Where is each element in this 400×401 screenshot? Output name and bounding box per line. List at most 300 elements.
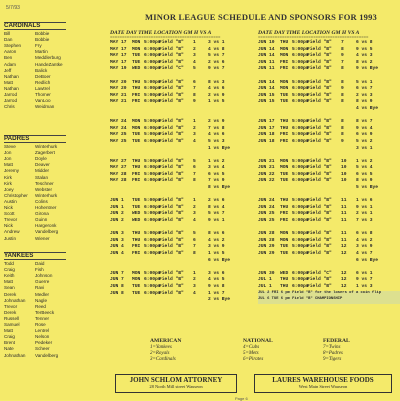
game-matchup: 6 vs 1 (356, 270, 373, 276)
first-name: Kirk (4, 180, 12, 186)
first-name: Christopher (4, 192, 28, 198)
game-location: Field "B" (159, 290, 184, 296)
last-name: Fish (35, 267, 44, 273)
game-location: Field "B" (307, 40, 332, 45)
game-time: 6:00pm (144, 204, 161, 210)
game-date: JUN 24 (258, 204, 275, 210)
game-date: MAY 21 (110, 99, 127, 105)
game-day: TUE (132, 138, 141, 144)
last-name: Girona (35, 211, 49, 217)
game-time: 6:00pm (292, 204, 309, 210)
last-name: Tenner (35, 315, 50, 321)
game-date: MAY 17 (110, 53, 127, 59)
first-name: Jon (4, 156, 12, 162)
game-location: Field "B" (159, 251, 184, 256)
game-matchup: 3 vs 9 (356, 244, 373, 250)
game-day: FRI (280, 138, 289, 144)
game-row (110, 132, 255, 139)
last-name: Johnson (35, 273, 53, 279)
game-matchup: 6 vs 8 (356, 231, 373, 237)
game-time: 5:00pm (292, 132, 309, 138)
game-matchup: 4 vs 8 (208, 46, 225, 52)
game-date: JUN 21 (258, 165, 275, 171)
game-day: THU (280, 125, 289, 131)
game-location: Field "B" (159, 231, 184, 237)
game-day: MON (280, 165, 289, 171)
game-location: Field "B" (159, 158, 184, 164)
game-location: Field "B" (159, 119, 184, 125)
game-matchup: 4 vs 6 (208, 132, 225, 138)
game-day: TUE (132, 198, 141, 204)
last-name: Midder (35, 168, 50, 174)
first-name: Matt (4, 279, 13, 285)
game-location: Field "B" (159, 138, 184, 144)
game-row (258, 132, 400, 139)
game-row (110, 258, 255, 265)
game-time: 5:00pm (144, 171, 161, 177)
first-name: Samuel (4, 322, 20, 328)
game-date: JUN 28 (258, 237, 275, 243)
game-matchup: 5 vs 1 (356, 79, 373, 85)
game-row (258, 99, 400, 106)
game-number: 11 (341, 204, 347, 210)
game-number: 8 (341, 46, 344, 52)
game-date: JUN 25 (258, 218, 275, 224)
game-number: 11 (341, 211, 347, 217)
game-matchup: 3 vs 1 (208, 40, 225, 45)
last-name: Nagle (35, 297, 48, 303)
game-matchup: 5 vs Bye (356, 185, 379, 191)
game-date: JUN 29 (258, 251, 275, 256)
game-matchup: 1 vs 2 (208, 158, 225, 164)
game-date: MAY 24 (110, 125, 127, 131)
game-date: JUN 18 (258, 138, 275, 144)
game-matchup: 9 vs 8 (208, 283, 225, 289)
game-day: MON (280, 86, 289, 92)
game-date: JUN 7 (110, 277, 124, 283)
game-day: THU (280, 40, 289, 45)
game-date: JUN 15 (258, 99, 275, 105)
game-row (258, 139, 400, 146)
game-day: FRI (280, 218, 289, 224)
game-location: Field "B" (159, 79, 184, 85)
game-row (110, 53, 255, 60)
game-date: JUN 3 (110, 237, 124, 243)
game-time: 5:00pm (292, 46, 309, 52)
game-time: 5:00pm (144, 231, 161, 237)
game-date: JUN 8 (110, 290, 124, 296)
game-row (258, 244, 400, 251)
roster-padres (4, 135, 66, 242)
game-row (110, 152, 255, 159)
game-matchup: 8 vs 9 (356, 99, 373, 105)
last-name: Daid (35, 261, 45, 267)
game-location: Field "B" (159, 218, 184, 224)
game-day: THU (132, 86, 141, 92)
last-name: Pedeker (35, 340, 53, 346)
last-name: Winterhurk (35, 192, 58, 198)
game-location: Field "B" (307, 171, 332, 177)
game-time: 5:00pm (292, 198, 309, 204)
game-day: WED (132, 218, 141, 224)
game-day: THU (280, 277, 289, 283)
game-row (110, 119, 255, 126)
first-name: Jeremy (4, 168, 20, 174)
game-location: Field "B" (307, 79, 332, 85)
game-location: Field "B" (307, 86, 332, 92)
game-location: Field "B" (307, 125, 332, 131)
game-matchup: 7 vs 3 (356, 218, 373, 224)
game-day: TUE (280, 171, 289, 177)
game-row (110, 165, 255, 172)
game-matchup: 3 vs 1 (356, 145, 373, 151)
sponsor-name: LAURES WAREHOUSE FOODS (272, 376, 374, 384)
game-number: 8 (341, 99, 344, 105)
game-number: 7 (193, 244, 196, 250)
game-date: JUN 11 (258, 66, 275, 72)
last-name: Stalan (35, 174, 49, 180)
first-name: Bill (4, 31, 11, 37)
game-location: Field "B" (307, 132, 332, 138)
game-matchup: 6 vs Bye (356, 257, 379, 263)
game-date: JUL 1 (258, 277, 272, 283)
column-header: DATE DAY TIME LOCATION GM H VS A (258, 30, 360, 36)
game-number: 10 (341, 165, 347, 171)
player-row (4, 236, 66, 242)
game-day: TUE (132, 53, 141, 59)
last-name: Medler (35, 291, 50, 297)
game-matchup: 7 vs 9 (208, 178, 225, 184)
game-day: FRI (132, 178, 141, 184)
first-name: Derek (4, 291, 17, 297)
game-time: 6:00pm (292, 99, 309, 105)
game-time: 5:00pm (144, 198, 161, 204)
game-day: MON (132, 270, 141, 276)
first-name: Keith (4, 273, 15, 279)
league-federal (323, 338, 350, 363)
game-time: 5:00pm (292, 119, 309, 125)
game-date: JUN 7 (110, 270, 124, 276)
game-row (110, 264, 255, 271)
game-matchup: 4 vs 7 (356, 251, 373, 256)
game-day: FRI (132, 92, 141, 98)
game-matchup: 8 vs 6 (208, 231, 225, 237)
last-name: Vandelberg (35, 352, 59, 358)
game-row (110, 277, 255, 284)
game-day: MON (132, 119, 141, 125)
game-row (258, 146, 400, 153)
league-national (243, 338, 273, 363)
game-location: Field "B" (307, 204, 332, 210)
first-name: Adam (4, 61, 17, 67)
first-name: Ben (4, 55, 13, 61)
league-team: 8=Padres (323, 351, 343, 356)
game-number: 9 (341, 53, 344, 59)
game-day: WED (280, 270, 289, 276)
first-name: Aaron (4, 49, 17, 55)
game-time: 5:00pm (292, 244, 309, 250)
game-day: THU (132, 79, 141, 85)
game-number: 5 (193, 231, 196, 237)
game-matchup: 6 vs 5 (208, 171, 225, 177)
game-date: JUN 10 (258, 40, 275, 45)
game-location: Field "B" (159, 40, 184, 45)
game-date: JUN 4 (110, 251, 124, 256)
game-day: MON (132, 46, 141, 52)
game-number: 6 (193, 237, 196, 243)
sponsor-box (115, 374, 237, 393)
game-matchup: 8 vs Bye (208, 185, 231, 191)
game-date: JUN 14 (258, 86, 275, 92)
game-location: Field "B" (159, 283, 184, 289)
game-matchup: 6 vs 8 (356, 40, 373, 45)
game-row (110, 198, 255, 205)
game-day: THU (132, 158, 141, 164)
league-team: 1=Yankees (150, 345, 172, 350)
game-number: 7 (193, 171, 196, 177)
game-matchup: 1 vs 3 (356, 283, 373, 289)
game-number: 12 (341, 251, 347, 256)
game-matchup: 8 vs 2 (356, 59, 373, 65)
game-day: FRI (280, 211, 289, 217)
game-time: 6:00pm (292, 66, 309, 72)
first-name: Dan (4, 37, 13, 43)
game-matchup: 9 vs 7 (356, 277, 373, 283)
game-time: 5:00pm (292, 158, 309, 164)
game-matchup: 9 vs 7 (208, 66, 225, 72)
game-location: Field "B" (307, 283, 332, 289)
game-date: MAY 27 (110, 158, 127, 164)
game-location: Field "B" (307, 59, 332, 65)
game-row (258, 251, 400, 258)
game-time: 5:00pm (292, 277, 309, 283)
game-row (110, 86, 255, 93)
first-name: Stephen (4, 43, 22, 49)
game-number: 8 (193, 178, 196, 184)
game-number: 2 (193, 204, 196, 210)
game-date: MAY 17 (110, 40, 127, 45)
game-row (110, 73, 255, 80)
game-number: 8 (193, 251, 196, 256)
game-day: THU (280, 198, 289, 204)
game-number: 7 (193, 86, 196, 92)
game-time: 6:00pm (144, 86, 161, 92)
column-header: DATE DAY TIME LOCATION GM H VS A (110, 30, 212, 36)
game-day: THU (280, 283, 289, 289)
game-date: JUN 3 (110, 231, 124, 237)
sponsor-address: 28 North Mill street Wauseon (149, 384, 203, 389)
game-date: MAY 25 (110, 132, 127, 138)
last-name: Balick (35, 67, 48, 73)
last-name: Guerre (35, 279, 50, 285)
game-day: MON (132, 40, 141, 45)
game-number: 9 (341, 138, 344, 144)
game-matchup: 4 vs 2 (208, 237, 225, 243)
first-name: Steve (4, 144, 16, 150)
game-date: MAY 19 (110, 66, 127, 72)
game-matchup: 4 vs 3 (356, 53, 373, 59)
game-time: 5:00pm (144, 79, 161, 85)
game-row (110, 106, 255, 113)
game-location: Field "B" (307, 158, 332, 164)
game-day: THU (132, 237, 141, 243)
game-row (258, 86, 400, 93)
game-time: 5:00pm (144, 270, 161, 276)
game-date: JUN 22 (258, 178, 275, 184)
league-team: 7=Twins (323, 345, 341, 350)
game-time: 6:00pm (144, 66, 161, 72)
game-matchup: 1 vs 5 (208, 99, 225, 105)
game-day: WED (132, 66, 141, 72)
first-name: Chris (4, 104, 15, 110)
game-day: MON (280, 46, 289, 52)
game-date: JUN 1 (110, 198, 124, 204)
game-location: Field "B" (307, 277, 332, 283)
player-row (4, 353, 66, 359)
game-date: JUN 2 (110, 218, 124, 224)
game-time: 6:00pm (144, 165, 161, 171)
first-name: Nathan (4, 73, 19, 79)
team-name: CARDINALS (4, 22, 66, 30)
game-number: 2 (193, 277, 196, 283)
game-date: MAY 25 (110, 138, 127, 144)
first-name: Nate (4, 346, 14, 352)
game-time: 6:00pm (292, 283, 309, 289)
schedule-right-column (258, 30, 400, 304)
game-location: Field "B" (159, 211, 184, 217)
game-date: MAY 24 (110, 119, 127, 125)
game-time: 6:00pm (292, 53, 309, 59)
game-matchup: 9 vs Bye (356, 66, 379, 72)
game-matchup: 6 vs 7 (356, 86, 373, 92)
game-row (110, 146, 255, 153)
game-row (110, 231, 255, 238)
game-number: 12 (341, 244, 347, 250)
league-team: 2=Royals (150, 351, 170, 356)
last-name: Hargeronk (35, 223, 57, 229)
game-number: 10 (341, 158, 347, 164)
game-date: MAY 28 (110, 178, 127, 184)
game-location: Field "B" (159, 270, 184, 276)
game-location: Field "B" (159, 171, 184, 177)
game-matchup: 1 vs 5 (208, 251, 225, 256)
game-matchup: 9 vs 4 (356, 125, 373, 131)
game-matchup: 6 vs 5 (356, 171, 373, 177)
game-row (110, 66, 255, 73)
league-team: 9=Tigers (323, 357, 342, 362)
game-day: THU (280, 204, 289, 210)
game-time: 5:00pm (292, 231, 309, 237)
game-time: 5:00pm (292, 171, 309, 177)
game-day: FRI (132, 251, 141, 256)
game-date: JUN 21 (258, 158, 275, 164)
team-name: YANKEES (4, 252, 66, 260)
game-date: JUN 25 (258, 211, 275, 217)
game-location: Field "B" (159, 178, 184, 184)
roster-cardinals (4, 22, 66, 110)
first-name: Jarrod (4, 92, 18, 98)
game-location: Field "B" (159, 59, 184, 65)
game-day: TUE (132, 283, 141, 289)
first-name: Joey (4, 186, 14, 192)
first-name: Sean (4, 285, 15, 291)
last-name: DeBoer (35, 73, 51, 79)
game-number: 3 (193, 53, 196, 59)
game-row (258, 231, 400, 238)
game-time: 6:00pm (144, 218, 161, 224)
game-matchup: 9 vs 1 (356, 204, 373, 210)
game-location: Field "B" (159, 125, 184, 131)
first-name: Jon (4, 150, 12, 156)
game-time: 6:00pm (292, 251, 309, 256)
last-name: Wiener (35, 235, 50, 241)
game-date: JUN 17 (258, 119, 275, 125)
game-matchup: 2 vs 6 (208, 59, 225, 65)
game-date: JUL 1 (258, 283, 272, 289)
game-time: 5:00pm (144, 40, 161, 45)
last-name: Reed (35, 303, 46, 309)
game-number: 10 (341, 171, 347, 177)
game-number: 11 (341, 237, 347, 243)
game-day: THU (132, 231, 141, 237)
game-date: MAY 27 (110, 165, 127, 171)
game-time: 5:00pm (144, 92, 161, 98)
game-day: FRI (280, 132, 289, 138)
game-matchup: 8 vs 4 (208, 204, 225, 210)
first-name: Austin (4, 198, 17, 204)
game-time: 5:00pm (292, 40, 309, 45)
game-time: 6:00pm (144, 178, 161, 184)
game-number: 12 (341, 270, 347, 276)
league-american (150, 338, 181, 363)
game-location: Field "B" (307, 53, 332, 59)
game-number: 12 (341, 277, 347, 283)
league-team: 3=Cardinals (150, 357, 176, 362)
game-day: MON (132, 277, 141, 283)
game-date: JUN 15 (258, 92, 275, 98)
game-row (110, 99, 255, 106)
game-number: 3 (193, 132, 196, 138)
game-date: JUN 28 (258, 231, 275, 237)
game-time: 6:00pm (144, 290, 161, 296)
game-day: TUE (132, 204, 141, 210)
sponsor-name: JOHN SCHLOM ATTORNEY (129, 376, 223, 384)
game-time: 5:00pm (144, 283, 161, 289)
game-number: 6 (193, 165, 196, 171)
document-date: 5/7/93 (6, 5, 20, 11)
game-number: 11 (341, 198, 347, 204)
league-name: NATIONAL (243, 338, 273, 344)
game-matchup: 3 vs 4 (208, 165, 225, 171)
game-time: 6:00pm (144, 251, 161, 256)
game-date: JUN 14 (258, 53, 275, 59)
last-name: Nelson (35, 334, 50, 340)
first-name: Johnathan (4, 297, 26, 303)
game-location: Field "B" (159, 86, 184, 92)
game-matchup: 4 vs 2 (356, 237, 373, 243)
game-row (258, 198, 400, 205)
game-day: TUE (280, 251, 289, 256)
game-matchup: 4 vs 6 (208, 86, 225, 92)
game-number: 1 (193, 40, 196, 45)
first-name: Todd (4, 261, 14, 267)
game-location: Field "B" (307, 218, 332, 224)
game-time: 6:00pm (144, 53, 161, 59)
game-matchup: 4 vs Bye (356, 105, 379, 111)
game-number: 4 (193, 218, 196, 224)
game-day: TUE (132, 132, 141, 138)
game-time: 6:00pm (292, 237, 309, 243)
